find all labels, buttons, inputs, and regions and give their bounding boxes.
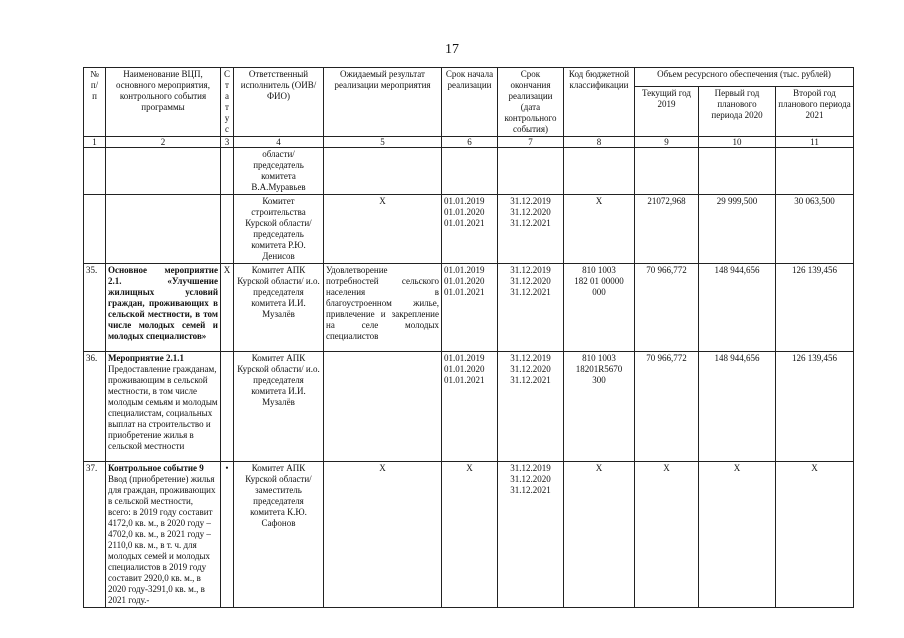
row-v2020: 29 999,500	[699, 195, 776, 264]
column-number: 6	[442, 137, 498, 148]
row-responsible: Комитет АПК Курской области/ и.о. председателя комитета И.И. Музалёв	[234, 352, 324, 462]
row-v2019	[635, 148, 699, 195]
row-name-bold: Контрольное событие 9	[108, 463, 204, 473]
row-v2021: X	[776, 462, 854, 608]
row-status: •	[221, 462, 234, 608]
header-expected: Ожидаемый результат реализации мероприятия	[324, 68, 442, 137]
column-number: 10	[699, 137, 776, 148]
column-number: 1	[84, 137, 106, 148]
row-start: 01.01.2019 01.01.2020 01.01.2021	[442, 352, 498, 462]
row-v2019: 70 966,772	[635, 352, 699, 462]
column-number: 9	[635, 137, 699, 148]
row-start: X	[442, 462, 498, 608]
row-name-text: Предоставление гражданам, проживающим в сельской местности, в том числе молодым семьям и молодым специалистам, социальных выплат на строительство и приобретение жилья в сельской местности	[108, 364, 218, 451]
row-name	[106, 264, 221, 352]
row-responsible: Комитет строительства Курской области/ председатель комитета Р.Ю. Денисов	[234, 195, 324, 264]
row-v2021	[776, 148, 854, 195]
header-num: № п/ п	[84, 68, 106, 137]
row-num: 35.	[84, 264, 106, 352]
header-first-year: Первый год планового периода 2020	[699, 87, 776, 137]
header-end: Срок окончания реализации (дата контрольного события)	[498, 68, 564, 137]
row-num: 37.	[84, 462, 106, 608]
row-name	[106, 195, 221, 264]
row-v2020: 148 944,656	[699, 264, 776, 352]
column-number: 11	[776, 137, 854, 148]
row-v2020: 148 944,656	[699, 352, 776, 462]
row-name	[106, 462, 221, 608]
column-number: 2	[106, 137, 221, 148]
row-v2020: X	[699, 462, 776, 608]
header-code: Код бюджетной классификации	[564, 68, 635, 137]
table-row	[84, 462, 854, 608]
row-v2021: 126 139,456	[776, 264, 854, 352]
row-v2021: 126 139,456	[776, 352, 854, 462]
column-number: 4	[234, 137, 324, 148]
row-status	[221, 148, 234, 195]
row-end: 31.12.2019 31.12.2020 31.12.2021	[498, 352, 564, 462]
header-start: Срок начала реализации	[442, 68, 498, 137]
row-code	[564, 148, 635, 195]
resource-table	[83, 67, 854, 608]
table-row	[84, 148, 854, 195]
row-status: X	[221, 264, 234, 352]
row-v2019: 70 966,772	[635, 264, 699, 352]
row-start	[442, 148, 498, 195]
row-responsible: Комитет АПК Курской области/заместитель председателя комитета К.Ю. Сафонов	[234, 462, 324, 608]
row-responsible: области/ председатель комитета В.А.Муравьев	[234, 148, 324, 195]
row-start: 01.01.2019 01.01.2020 01.01.2021	[442, 264, 498, 352]
row-v2021: 30 063,500	[776, 195, 854, 264]
table-row	[84, 264, 854, 352]
row-v2019: 21072,968	[635, 195, 699, 264]
row-name-bold: Мероприятие 2.1.1	[108, 353, 184, 363]
header-volume: Объем ресурсного обеспечения (тыс. рублей)	[635, 68, 854, 87]
row-expected	[324, 148, 442, 195]
table-row	[84, 352, 854, 462]
header-row	[84, 68, 854, 87]
header-status: С т а т у с	[221, 68, 234, 137]
column-number: 3	[221, 137, 234, 148]
column-number: 5	[324, 137, 442, 148]
row-num	[84, 148, 106, 195]
row-name	[106, 352, 221, 462]
column-number-row	[84, 137, 854, 148]
header-responsible: Ответственный исполнитель (ОИВ/ФИО)	[234, 68, 324, 137]
row-v2019: X	[635, 462, 699, 608]
row-code: 810 1003 182 01 00000 000	[564, 264, 635, 352]
row-status	[221, 352, 234, 462]
header-current-year: Текущий год 2019	[635, 87, 699, 137]
row-expected: X	[324, 462, 442, 608]
row-name	[106, 148, 221, 195]
page-number: 17	[445, 42, 459, 57]
row-status	[221, 195, 234, 264]
row-responsible: Комитет АПК Курской области/ и.о. председателя комитета И.И. Музалёв	[234, 264, 324, 352]
row-end: 31.12.2019 31.12.2020 31.12.2021	[498, 462, 564, 608]
row-num: 36.	[84, 352, 106, 462]
row-name-bold: Основное мероприятие 2.1. «Улучшение жилищных условий граждан, проживающих в сельской местности, в том числе молодых семей и молодых специалистов»	[108, 265, 218, 341]
header-second-year: Второй год планового периода 2021	[776, 87, 854, 137]
column-number: 8	[564, 137, 635, 148]
row-end: 31.12.2019 31.12.2020 31.12.2021	[498, 195, 564, 264]
row-v2020	[699, 148, 776, 195]
row-end	[498, 148, 564, 195]
row-name-text: Ввод (приобретение) жилья для граждан, проживающих в сельской местности, всего: в 2019 году составит 4172,0 кв. м., в 2020 году – 4702,0 кв. м., в 2021 году – 2110,0 кв. м., в т. ч. для молодых семей и молодых специалистов в 2019 году составит 2920,0 кв. м., в 2020 году-3291,0 кв. м., в 2021 году.-	[108, 474, 216, 605]
row-code: 810 1003 18201R5670 300	[564, 352, 635, 462]
column-number: 7	[498, 137, 564, 148]
header-name: Наименование ВЦП, основного мероприятия, контрольного события программы	[106, 68, 221, 137]
row-code: X	[564, 195, 635, 264]
row-num	[84, 195, 106, 264]
row-code: X	[564, 462, 635, 608]
row-expected	[324, 352, 442, 462]
row-expected: Удовлетворение потребностей сельского населения в благоустроенном жилье, привлечение и закрепление на селе молодых специалистов	[324, 264, 442, 352]
row-expected: X	[324, 195, 442, 264]
row-end: 31.12.2019 31.12.2020 31.12.2021	[498, 264, 564, 352]
row-start: 01.01.2019 01.01.2020 01.01.2021	[442, 195, 498, 264]
table-row	[84, 195, 854, 264]
